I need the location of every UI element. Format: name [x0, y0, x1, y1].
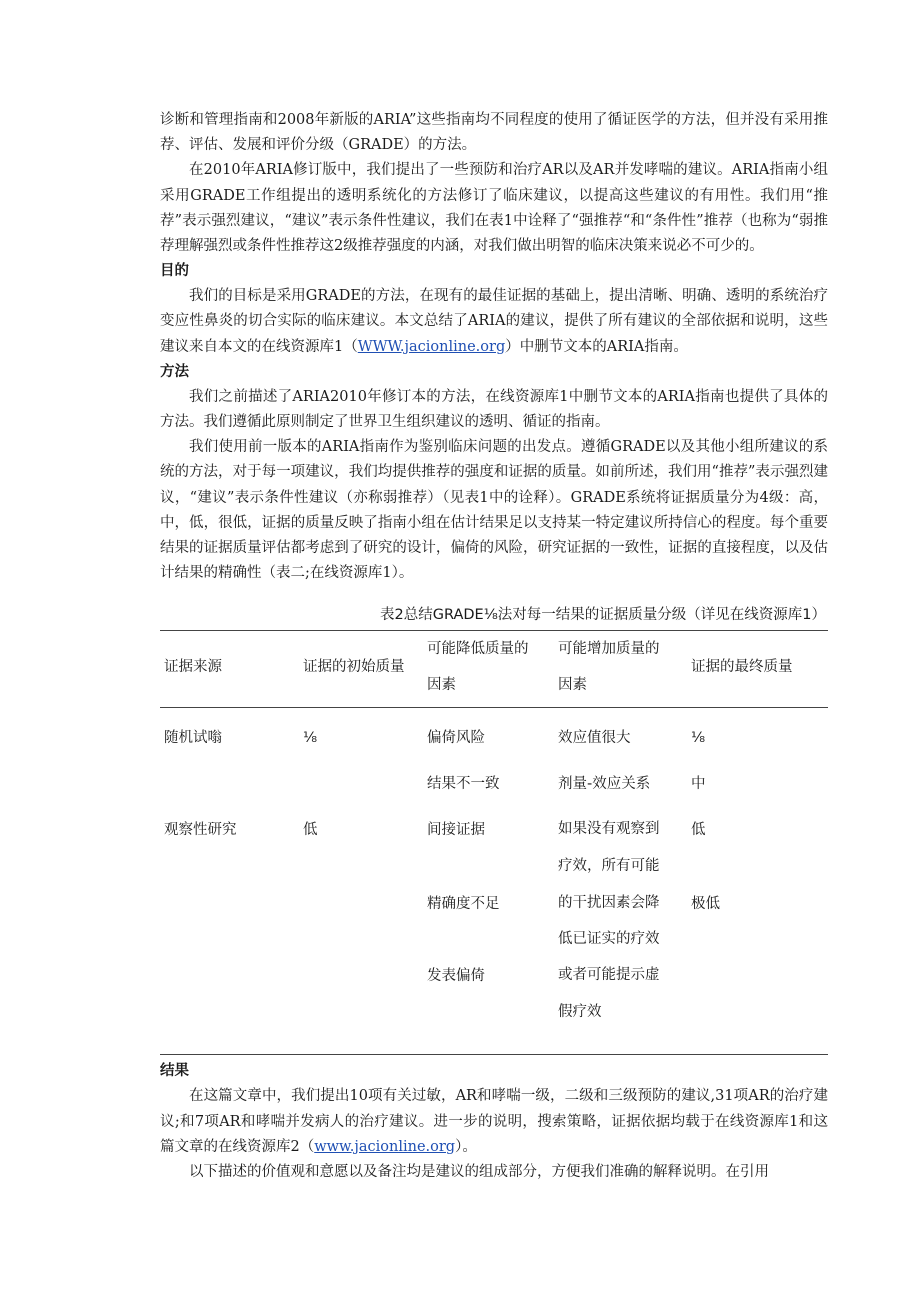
- lower-factor: 偏倚风险: [427, 730, 485, 747]
- results-text-after: ）。: [455, 1138, 477, 1155]
- raise-factor: 疗效，所有可能: [558, 858, 660, 875]
- methods-paragraph-2: 我们使用前一版本的ARIA指南作为鉴别临床问题的出发点。遵循GRADE以及其他小组所建议的系统的方法，对于每一项建议，我们均提供推荐的强度和证据的质量。如前所述，我们用“推荐”表示强烈建议，“建议”表示条件性建议（亦称弱推荐）（见表1中的诠释）。GRADE系统将证据质量分为4级：高，中，低，很低，证据的质量反映了指南小组在估计结果足以支持某一特定建议所持信心的程度。每个重要结果的证据质量评估都考虑到了研究的设计，偏倚的风险，研究证据的一致性，证据的直接程度，以及估计结果的精确性（表二;在线资源库1）。: [160, 439, 828, 582]
- observational-initial-quality: 低: [303, 822, 318, 839]
- raise-factor: 假疗效: [558, 1004, 602, 1021]
- results-paragraph-2: 以下描述的价值观和意愿以及备注均是建议的组成部分，方便我们准确的解释说明。在引用: [189, 1164, 769, 1181]
- header-source: 证据来源: [164, 659, 222, 676]
- rct-initial-quality: ⅛: [303, 730, 318, 747]
- lower-factor: 结果不一致: [427, 776, 500, 793]
- lower-factor: 发表偏倚: [427, 968, 485, 985]
- results-text-before: 在这篇文章中，我们提出10项有关过敏，AR和哮喘一级，二级和三级预防的建议,31项AR的治疗建议;和7项AR和哮喘并发病人的治疗建议。进一步的说明，搜索策略，证据依据均载于在线资源库1和这篇文章的在线资源库2（: [160, 1088, 828, 1155]
- final-quality: ⅛: [691, 730, 706, 747]
- header-final-quality: 证据的最终质量: [691, 659, 793, 676]
- objective-text-after: ）中删节文本的ARIA指南。: [505, 338, 688, 355]
- raise-factor: 效应值很大: [558, 730, 631, 747]
- header-lower-quality-line1: 可能降低质量的: [427, 641, 529, 658]
- intro-paragraph-2: 在2010年ARIA修订版中，我们提出了一些预防和治疗AR以及AR并发哮喘的建议。ARIA指南小组采用GRADE工作组提出的透明系统化的方法修订了临床建议，以提高这些建议的有用性。我们用“推荐”表示强烈建议，“建议”表示条件性建议，我们在表1中诠释了“强推荐“和“条件性”推荐（也称为“弱推荐理解强烈或条件性推荐这2级推荐强度的内涵，对我们做出明智的临床决策来说必不可少的。: [160, 162, 828, 255]
- table-caption: 表2总结GRADE⅛法对每一结果的证据质量分级（详见在线资源库1）: [380, 607, 826, 624]
- table-body: [160, 708, 828, 1055]
- jacionline-link-2[interactable]: www.jacionline.org: [314, 1138, 456, 1155]
- source-observational: 观察性研究: [164, 822, 237, 839]
- final-quality: 中: [691, 776, 706, 793]
- header-initial-quality: 证据的初始质量: [303, 659, 405, 676]
- results-heading: 结果: [160, 1063, 189, 1080]
- objective-text-before: 我们的目标是采用GRADE的方法，在现有的最佳证据的基础上，提出清晰、明确、透明的系统治疗变应性鼻炎的切合实际的临床建议。本文总结了ARIA的建议，提供了所有建议的全部依据和说明，这些建议来自本文的在线资源库1（: [160, 288, 828, 355]
- raise-factor: 剂量-效应关系: [558, 776, 651, 793]
- document-page: [160, 108, 828, 1185]
- methods-heading: 方法: [160, 363, 189, 380]
- table-header: [160, 631, 828, 708]
- lower-factor: 间接证据: [427, 822, 485, 839]
- raise-factor: 的干扰因素会降: [558, 895, 660, 912]
- header-raise-quality-line1: 可能增加质量的: [558, 641, 660, 658]
- raise-factor: 如果没有观察到: [558, 821, 660, 838]
- intro-paragraph-1: 诊断和管理指南和2008年新版的ARIA”这些指南均不同程度的使用了循证医学的方法，但并没有采用推荐、评估、发展和评价分级（GRADE）的方法。: [160, 112, 828, 154]
- header-lower-quality-line2: 因素: [427, 677, 456, 694]
- objective-heading: 目的: [160, 263, 189, 280]
- results-paragraph-1: [160, 1084, 828, 1160]
- final-quality: 低: [691, 822, 706, 839]
- lower-factor: 精确度不足: [427, 896, 500, 913]
- objective-paragraph: [160, 284, 828, 360]
- raise-factor: 低已证实的疗效: [558, 931, 660, 948]
- header-raise-quality-line2: 因素: [558, 677, 587, 694]
- raise-factor: 或者可能提示虚: [558, 967, 660, 984]
- final-quality: 极低: [691, 896, 720, 913]
- source-rct: 随机试嗡: [164, 730, 222, 747]
- methods-paragraph-1: 我们之前描述了ARIA2010年修订本的方法，在线资源库1中删节文本的ARIA指南也提供了具体的方法。我们遵循此原则制定了世界卫生组织建议的透明、循证的指南。: [160, 388, 828, 431]
- jacionline-link[interactable]: WWW.jacionline.org: [357, 338, 506, 355]
- grade-table: [160, 630, 828, 1055]
